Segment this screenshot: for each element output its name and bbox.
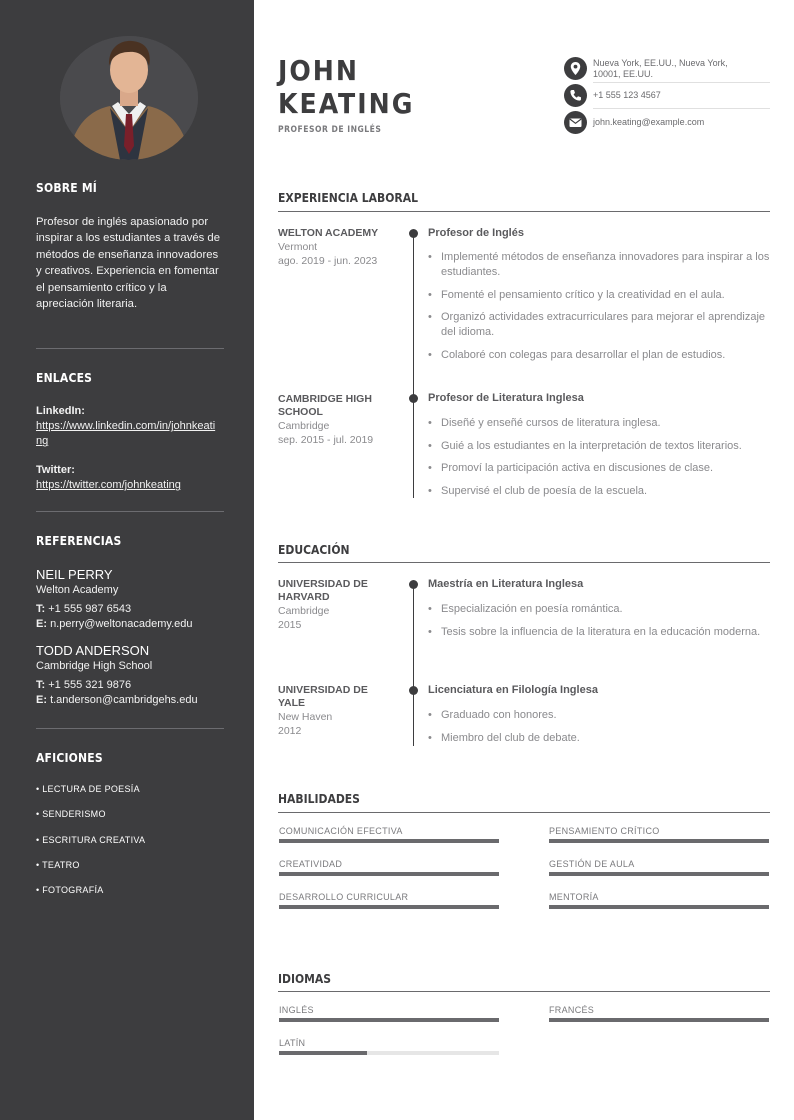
hobby-item: • LECTURA DE POESÍA xyxy=(36,784,140,794)
reference-phone: T: +1 555 987 6543 xyxy=(36,602,132,615)
skill-item xyxy=(549,859,769,876)
contact-separator xyxy=(593,82,770,83)
skill-bar-track xyxy=(549,905,769,909)
reference-phone: T: +1 555 321 9876 xyxy=(36,678,132,691)
language-label: LATÍN xyxy=(279,1038,306,1048)
timeline-dot xyxy=(409,580,418,589)
degree-title: Licenciatura en Filología Inglesa xyxy=(428,684,598,696)
skill-label: MENTORÍA xyxy=(549,892,599,902)
skill-bar-track xyxy=(279,839,499,843)
skill-bar-fill xyxy=(279,839,499,843)
skill-item xyxy=(549,892,769,909)
experience-org-2 xyxy=(278,393,396,447)
divider xyxy=(36,348,224,349)
education-bullets-2 xyxy=(428,708,770,753)
org-location: Vermont xyxy=(278,241,318,253)
hobbies-title: AFICIONES xyxy=(36,751,103,765)
reference-email: E: t.anderson@cambridgehs.edu xyxy=(36,694,198,706)
experience-title: EXPERIENCIA LABORAL xyxy=(278,191,418,205)
hobby-item: • FOTOGRAFÍA xyxy=(36,885,104,895)
hobby-item: • ESCRITURA CREATIVA xyxy=(36,835,146,845)
language-bar-fill xyxy=(279,1018,499,1022)
skill-item xyxy=(279,826,499,843)
skill-bar-fill xyxy=(279,872,499,876)
org-dates: ago. 2019 - jun. 2023 xyxy=(278,255,378,267)
about-title: SOBRE MÍ xyxy=(36,181,97,195)
language-bar-fill xyxy=(279,1051,367,1055)
reference-org: Welton Academy xyxy=(36,584,119,596)
reference-2 xyxy=(36,642,220,709)
phone-text: +1 555 123 4567 xyxy=(593,90,661,100)
bullet-item: • Supervisé el club de poesía de la escuela. xyxy=(428,484,770,499)
position-title: Profesor de Inglés xyxy=(428,227,524,239)
job-role: PROFESOR DE INGLÉS xyxy=(278,125,382,135)
position-title: Profesor de Literatura Inglesa xyxy=(428,392,584,404)
email-icon xyxy=(564,111,587,134)
section-rule xyxy=(278,812,770,813)
education-org-2 xyxy=(278,684,396,738)
org-location: Cambridge xyxy=(278,605,330,617)
org-dates: 2012 xyxy=(278,725,302,737)
org-location: Cambridge xyxy=(278,420,330,432)
divider xyxy=(36,511,224,512)
timeline-dot xyxy=(409,394,418,403)
education-bullets-1 xyxy=(428,602,770,647)
language-bar-track xyxy=(279,1018,499,1022)
last-name: KEATING xyxy=(278,87,415,120)
skill-label: COMUNICACIÓN EFECTIVA xyxy=(279,826,403,836)
bullet-item: • Graduado con honores. xyxy=(428,708,770,723)
bullet-item: • Colaboré con colegas para desarrollar el plan de estudios. xyxy=(428,348,770,363)
link-twitter xyxy=(36,462,220,493)
skill-bar-fill xyxy=(549,872,769,876)
language-item xyxy=(279,1038,499,1055)
skill-label: CREATIVIDAD xyxy=(279,859,343,869)
reference-email: E: n.perry@weltonacademy.edu xyxy=(36,618,193,630)
language-bar-fill xyxy=(549,1018,769,1022)
reference-1 xyxy=(36,566,220,633)
links-title: ENLACES xyxy=(36,371,93,385)
experience-timeline xyxy=(413,233,414,498)
first-name: JOHN xyxy=(278,54,359,87)
org-name: WELTON ACADEMY xyxy=(278,227,379,239)
experience-org-1 xyxy=(278,227,396,268)
skill-item xyxy=(279,859,499,876)
experience-bullets-1 xyxy=(428,250,770,370)
timeline-dot xyxy=(409,686,418,695)
skill-bar-fill xyxy=(279,905,499,909)
timeline-dot xyxy=(409,229,418,238)
bullet-item: • Promoví la participación activa en discusiones de clase. xyxy=(428,461,770,476)
section-rule xyxy=(278,211,770,212)
contact-separator xyxy=(593,108,770,109)
bullet-item: • Guié a los estudiantes en la interpretación de textos literarios. xyxy=(428,439,770,454)
language-item xyxy=(279,1005,499,1022)
bullet-item: • Implementé métodos de enseñanza innovadores para inspirar a los estudiantes. xyxy=(428,250,770,280)
skill-bar-fill xyxy=(549,839,769,843)
location-pin-icon xyxy=(564,57,587,80)
bullet-item: • Diseñé y enseñé cursos de literatura inglesa. xyxy=(428,416,770,431)
language-label: INGLÉS xyxy=(279,1005,314,1015)
skill-bar-fill xyxy=(549,905,769,909)
language-label: FRANCÉS xyxy=(549,1005,595,1015)
education-org-1 xyxy=(278,578,396,632)
skill-label: GESTIÓN DE AULA xyxy=(549,859,635,869)
link-label: Twitter: xyxy=(36,464,75,476)
org-name: UNIVERSIDAD DE YALE xyxy=(278,684,368,709)
skill-label: DESARROLLO CURRICULAR xyxy=(279,892,409,902)
bullet-item: • Tesis sobre la influencia de la literatura en la educación moderna. xyxy=(428,625,770,640)
org-dates: 2015 xyxy=(278,619,302,631)
reference-name: NEIL PERRY xyxy=(36,567,113,582)
profile-photo-illustration xyxy=(60,36,198,160)
education-timeline xyxy=(413,584,414,746)
bullet-item: • Organizó actividades extracurriculares para mejorar el aprendizaje del idioma. xyxy=(428,310,770,340)
language-item xyxy=(549,1005,769,1022)
twitter-link[interactable]: https://twitter.com/johnkeating xyxy=(36,479,181,492)
phone-icon xyxy=(564,84,587,107)
language-bar-track xyxy=(279,1051,499,1055)
skills-title: HABILIDADES xyxy=(278,792,360,806)
org-location: New Haven xyxy=(278,711,333,723)
divider xyxy=(36,728,224,729)
link-linkedin xyxy=(36,403,220,449)
hobby-item: • SENDERISMO xyxy=(36,809,106,819)
address-text: Nueva York, EE.UU., Nueva York, 10001, EE.UU. xyxy=(593,58,728,79)
references-title: REFERENCIAS xyxy=(36,534,122,548)
language-bar-track xyxy=(549,1018,769,1022)
link-label: LinkedIn: xyxy=(36,405,85,417)
org-name: CAMBRIDGE HIGH SCHOOL xyxy=(278,393,372,418)
bullet-item: • Fomenté el pensamiento crítico y la creatividad en el aula. xyxy=(428,288,770,303)
skill-bar-track xyxy=(279,872,499,876)
degree-title: Maestría en Literatura Inglesa xyxy=(428,578,584,590)
skill-bar-track xyxy=(279,905,499,909)
sidebar xyxy=(0,0,254,1120)
languages-title: IDIOMAS xyxy=(278,972,332,986)
reference-name: TODD ANDERSON xyxy=(36,643,150,658)
bullet-item: • Especialización en poesía romántica. xyxy=(428,602,770,617)
hobby-item: • TEATRO xyxy=(36,860,80,870)
skill-item xyxy=(279,892,499,909)
section-rule xyxy=(278,562,770,563)
email-text[interactable]: john.keating@example.com xyxy=(593,117,705,127)
reference-org: Cambridge High School xyxy=(36,660,153,672)
experience-bullets-2 xyxy=(428,416,770,506)
linkedin-link[interactable]: https://www.linkedin.com/in/johnkeating xyxy=(36,420,216,448)
skill-label: PENSAMIENTO CRÍTICO xyxy=(549,826,660,836)
education-title: EDUCACIÓN xyxy=(278,543,350,557)
about-text: Profesor de inglés apasionado por inspirar a los estudiantes a través de métodos de enseñanza innovadores y creativos. Experiencia en fomentar el pensamiento crítico y la apreciación literaria. xyxy=(36,216,220,311)
section-rule xyxy=(278,991,770,992)
org-dates: sep. 2015 - jul. 2019 xyxy=(278,434,374,446)
profile-photo xyxy=(60,36,198,160)
skill-bar-track xyxy=(549,839,769,843)
org-name: UNIVERSIDAD DE HARVARD xyxy=(278,578,368,603)
skill-item xyxy=(549,826,769,843)
bullet-item: • Miembro del club de debate. xyxy=(428,731,770,746)
skill-bar-track xyxy=(549,872,769,876)
